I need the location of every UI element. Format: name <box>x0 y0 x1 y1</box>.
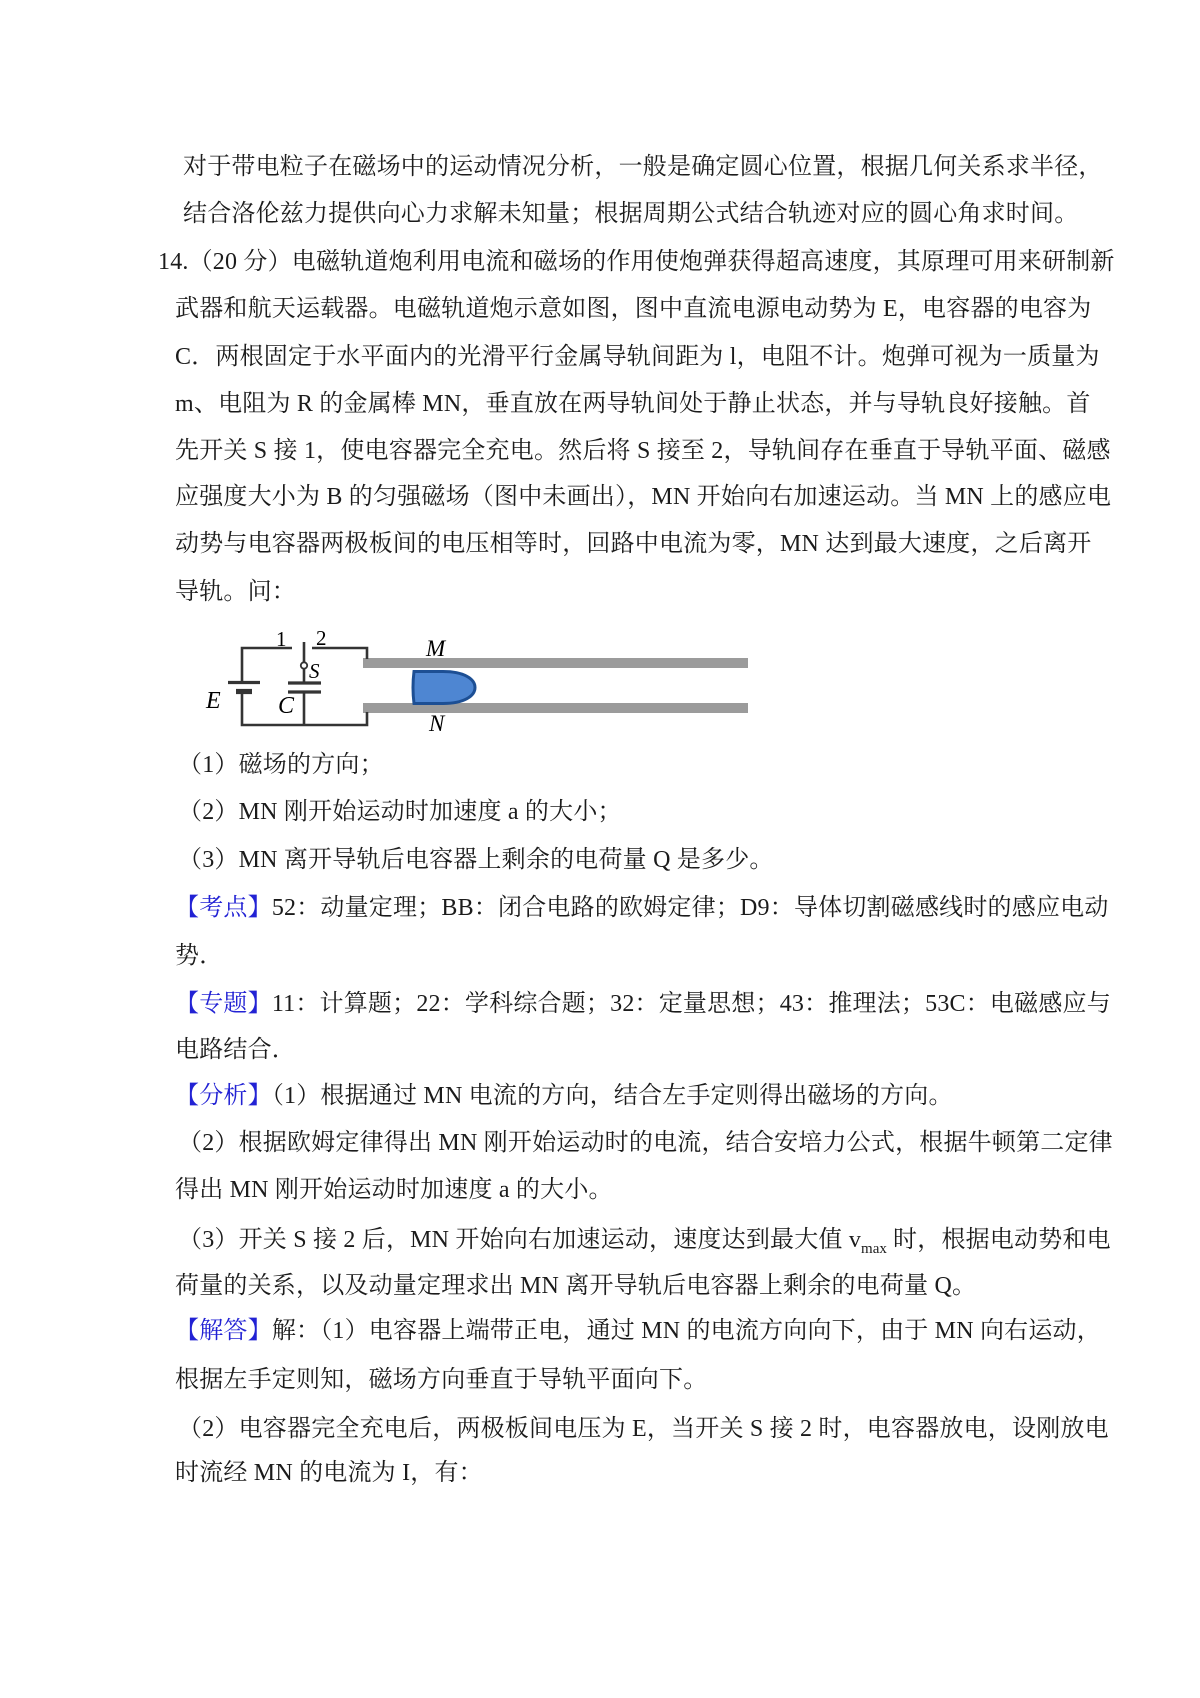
solution-line-1 <box>175 1316 1101 1347</box>
question-14-line-2: 武器和航天运载器。电磁轨道炮示意如图，图中直流电源电动势为 E，电容器的电容为 <box>175 296 1092 322</box>
subquestion-1: （1）磁场的方向； <box>178 752 384 778</box>
question-14-line-1: 14.（20 分）电磁轨道炮利用电流和磁场的作用使炮弹获得超高速度，其原理可用来研制新 <box>158 249 1115 275</box>
analysis-line-1 <box>175 1081 1030 1112</box>
railgun-circuit-diagram <box>195 608 765 750</box>
subquestion-2: （2）MN 刚开始运动时加速度 a 的大小； <box>178 799 622 825</box>
analysis-label: 【分析】 <box>175 1083 272 1109</box>
analysis-3-line-2: 荷量的关系，以及动量定理求出 MN 离开导轨后电容器上剩余的电荷量 Q。 <box>175 1273 977 1299</box>
solution-line-3: （2）电容器完全充电后，两极板间电压为 E，当开关 S 接 2 时，电容器放电，设刚放电 <box>178 1416 1109 1442</box>
contact-1-label: 1 <box>276 627 287 651</box>
exam-points-line-2: 势． <box>175 943 224 969</box>
rail-m-label: M <box>426 636 446 661</box>
capacitor-plates <box>288 683 321 692</box>
intro-line-1: 对于带电粒子在磁场中的运动情况分析，一般是确定圆心位置，根据几何关系求半径， <box>183 154 1103 180</box>
subquestion-3: （3）MN 离开导轨后电容器上剩余的电荷量 Q 是多少。 <box>178 847 774 873</box>
contact-2-label: 2 <box>316 626 327 650</box>
topics-text: 11：计算题；22：学科综合题；32：定量思想；43：推理法；53C：电磁感应与 <box>271 991 1111 1017</box>
exam-points-line-1 <box>175 893 1109 924</box>
question-14-line-8: 导轨。问： <box>175 579 296 605</box>
switch-label: S <box>309 659 320 683</box>
question-14-line-5: 先开关 S 接 1，使电容器完全充电。然后将 S 接至 2，导轨间存在垂直于导轨平面、磁感 <box>175 438 1111 464</box>
topics-line-1 <box>175 989 1111 1020</box>
analysis-3-post: 时，根据电动势和电 <box>886 1227 1111 1253</box>
analysis-3-pre: （3）开关 S 接 2 后，MN 开始向右加速运动，速度达到最大值 v <box>178 1227 862 1253</box>
battery-label: E <box>206 688 221 714</box>
intro-line-2: 结合洛伦兹力提供向心力求解未知量；根据周期公式结合轨迹对应的圆心角求时间。 <box>183 201 1079 227</box>
solution-line-4: 时流经 MN 的电流为 I，有： <box>175 1460 483 1486</box>
question-14-line-3: C．两根固定于水平面内的光滑平行金属导轨间距为 l，电阻不计。炮弹可视为一质量为 <box>175 344 1100 370</box>
exam-points-label: 【考点】 <box>175 895 272 921</box>
topics-label: 【专题】 <box>175 991 272 1017</box>
topics-line-2: 电路结合． <box>175 1037 296 1063</box>
solution-1-text: 解：（1）电容器上端带正电，通过 MN 的电流方向向下，由于 MN 向右运动， <box>271 1318 1101 1344</box>
analysis-3-line-1 <box>178 1225 1111 1265</box>
analysis-2-line-1: （2）根据欧姆定律得出 MN 刚开始运动时的电流，结合安培力公式，根据牛顿第二定律 <box>178 1130 1113 1156</box>
question-14-line-7: 动势与电容器两极板间的电压相等时，回路中电流为零，MN 达到最大速度，之后离开 <box>175 531 1092 557</box>
question-14-line-4: m、电阻为 R 的金属棒 MN，垂直放在两导轨间处于静止状态，并与导轨良好接触。首 <box>175 391 1091 417</box>
projectile <box>413 672 475 704</box>
question-14-line-6: 应强度大小为 B 的匀强磁场（图中未画出），MN 开始向右加速运动。当 MN 上的感应电 <box>175 484 1112 510</box>
exam-points-text: 52：动量定理；BB：闭合电路的欧姆定律；D9：导体切割磁感线时的感应电动 <box>271 895 1109 921</box>
analysis-1-text: （1）根据通过 MN 电流的方向，结合左手定则得出磁场的方向。 <box>271 1083 953 1109</box>
solution-label: 【解答】 <box>175 1318 272 1344</box>
rail-n-label: N <box>429 711 445 736</box>
rail-top-bar <box>363 658 748 668</box>
switch-pivot <box>301 662 307 668</box>
analysis-2-line-2: 得出 MN 刚开始运动时加速度 a 的大小。 <box>175 1177 613 1203</box>
solution-line-2: 根据左手定则知，磁场方向垂直于导轨平面向下。 <box>175 1367 708 1393</box>
vmax-subscript: max <box>861 1240 887 1257</box>
capacitor-label: C <box>278 693 295 719</box>
